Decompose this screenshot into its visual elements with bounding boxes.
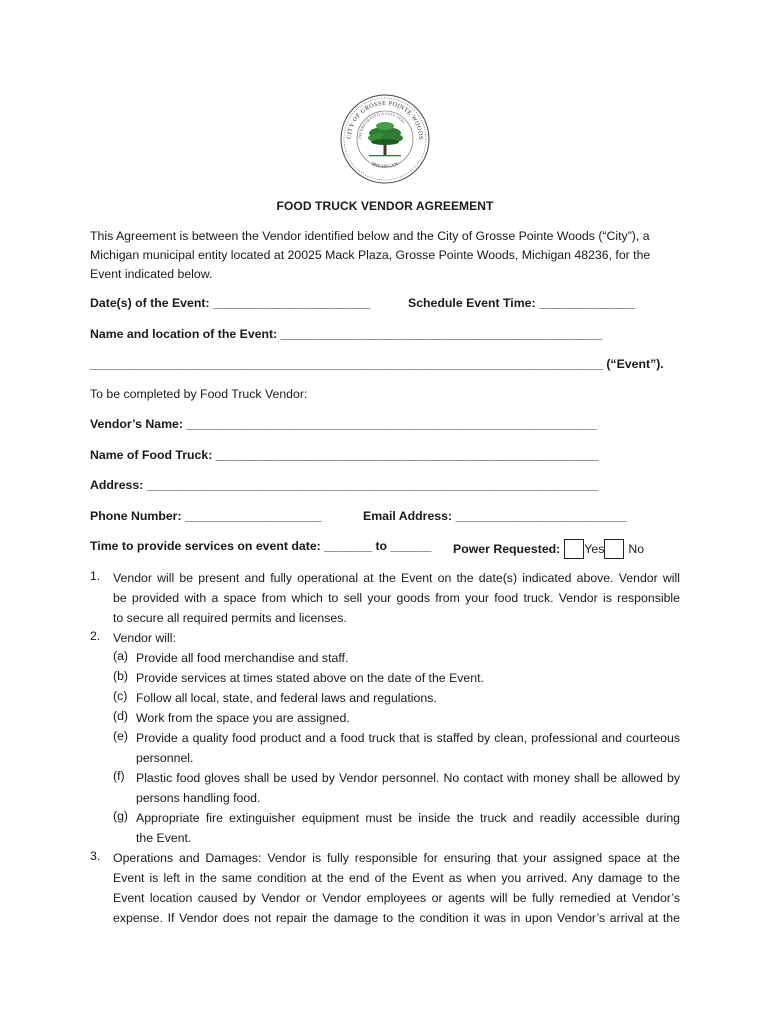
term-text-line: Vendor will: [113, 631, 176, 645]
address-field[interactable]: Address: __________________________________________________________________ [90, 478, 599, 492]
subterm-text-line: Plastic food gloves shall be used by Vendor personnel. No contact with money shall be allowed by [136, 771, 680, 785]
power-no-label: No [628, 542, 645, 556]
subterm-label: (a) [113, 649, 129, 663]
term-text-line: to secure all required permits and licenses. [113, 611, 347, 625]
subterm-text-line: Work from the space you are assigned. [136, 711, 350, 725]
subterm-text-line: the Event. [136, 831, 192, 845]
subterm-label: (d) [113, 709, 129, 723]
city-seal-logo [339, 93, 431, 185]
vendor-section-heading: To be completed by Food Truck Vendor: [90, 387, 308, 401]
term-text-line: Operations and Damages: Vendor is fully responsible for ensuring that your assigned space at the [113, 851, 680, 865]
subterm-text-line: Follow all local, state, and federal laws and regulations. [136, 691, 437, 705]
schedule-time-field[interactable]: Schedule Event Time: ______________ [408, 296, 635, 310]
power-requested-label: Power Requested: [453, 542, 561, 556]
subterm-label: (e) [113, 729, 129, 743]
power-no-checkbox[interactable] [604, 539, 624, 559]
subterm-label: (f) [113, 769, 125, 783]
phone-number-field[interactable]: Phone Number: ____________________ [90, 509, 322, 523]
subterm-text-line: personnel. [136, 751, 194, 765]
term-number: 2. [90, 629, 101, 643]
service-time-field[interactable]: Time to provide services on event date: _______ to ______ [90, 539, 432, 553]
power-requested-group [453, 539, 644, 559]
term-number: 3. [90, 849, 101, 863]
intro-line-2: Michigan municipal entity located at 20025 Mack Plaza, Grosse Pointe Woods, Michigan 48236, for the [90, 248, 651, 262]
seal-bottom-text: MICHIGAN [370, 161, 400, 171]
term-number: 1. [90, 569, 101, 583]
term-text-line: Event location caused by Vendor or Vendor employees or agents will be fully remedied at Vendor’s [113, 891, 680, 905]
power-yes-label: Yes [584, 542, 605, 556]
svg-text:MICHIGAN [370, 162, 399, 170]
subterm-label: (g) [113, 809, 129, 823]
seal-inner-text: INCORPORATED A CITY 1950 [357, 111, 406, 140]
subterm-label: (b) [113, 669, 129, 683]
term-text-line: expense. If Vendor does not repair the damage to the condition it was in upon Vendor’s arrival at the [113, 911, 680, 925]
intro-line-3: Event indicated below. [90, 267, 213, 281]
event-continuation-field[interactable]: ___________________________________________________________________________ (“Event”). [90, 357, 664, 371]
subterm-text-line: Provide all food merchandise and staff. [136, 651, 349, 665]
intro-line-1: This Agreement is between the Vendor identified below and the City of Grosse Pointe Woods (“City”), a [90, 229, 650, 243]
subterm-label: (c) [113, 689, 128, 703]
subterm-text-line: Provide a quality food product and a food truck that is staffed by clean, professional and courteous [136, 731, 680, 745]
food-truck-name-field[interactable]: Name of Food Truck: ________________________________________________________ [90, 448, 599, 462]
subterm-text-line: Provide services at times stated above on the date of the Event. [136, 671, 484, 685]
term-text-line: be provided with a space from which to sell your goods from your food truck. Vendor is responsible [113, 591, 680, 605]
vendor-name-field[interactable]: Vendor’s Name: ____________________________________________________________ [90, 417, 597, 431]
subterm-text-line: Appropriate fire extinguisher equipment must be inside the truck and readily accessible during [136, 811, 680, 825]
event-name-location-field[interactable]: Name and location of the Event: _______________________________________________ [90, 327, 603, 341]
term-text-line: Vendor will be present and fully operational at the Event on the date(s) indicated above. Vendor will [113, 571, 680, 585]
seal-outer-text: CITY OF GROSSE POINTE WOODS [345, 99, 425, 141]
power-yes-checkbox[interactable] [564, 539, 584, 559]
term-text-line: Event is left in the same condition at the end of the Event as when you arrived. Any damage to the [113, 871, 680, 885]
document-title: FOOD TRUCK VENDOR AGREEMENT [276, 199, 494, 213]
email-address-field[interactable]: Email Address: _________________________ [363, 509, 627, 523]
event-dates-field[interactable]: Date(s) of the Event: _______________________ [90, 296, 371, 310]
subterm-text-line: persons handling food. [136, 791, 261, 805]
